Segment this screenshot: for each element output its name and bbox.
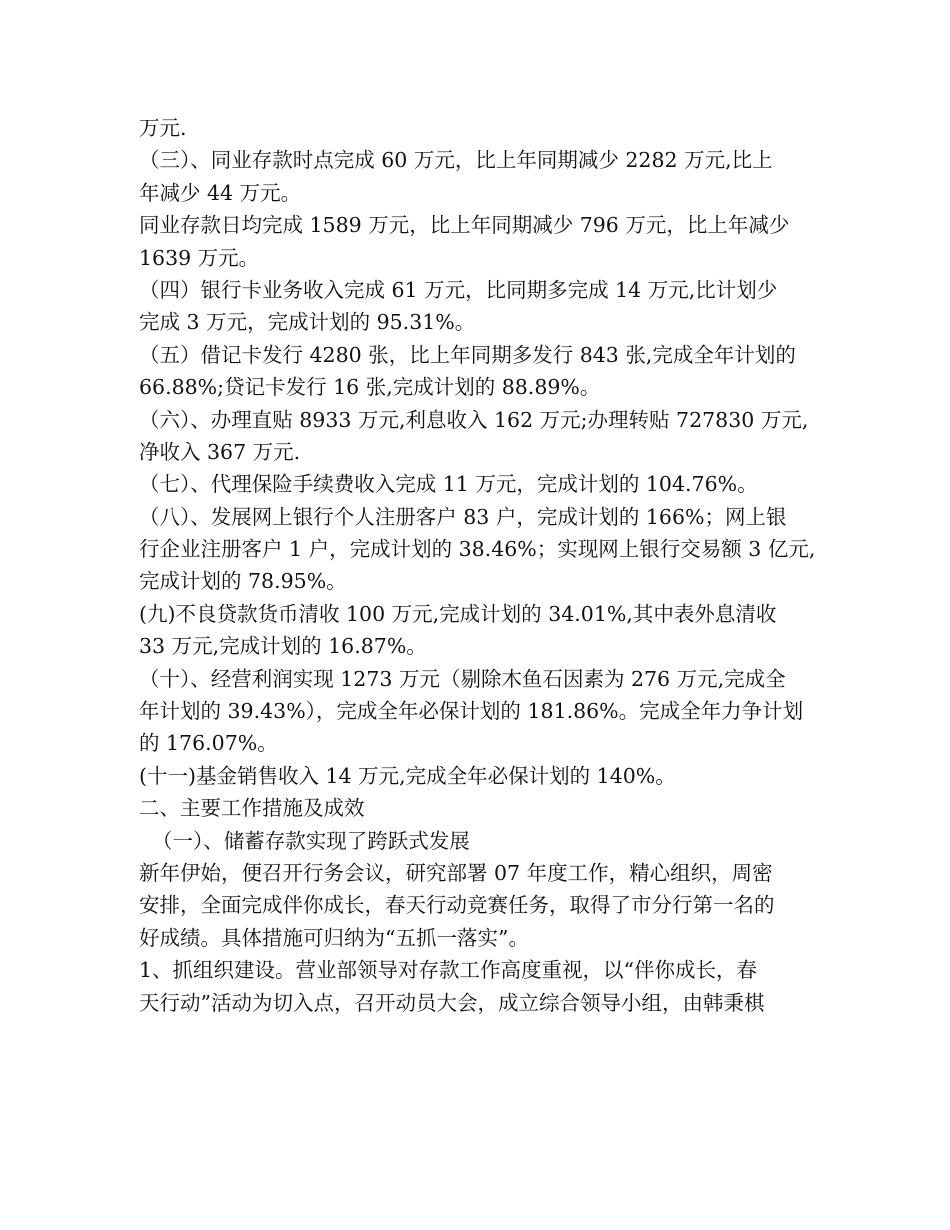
text-line: 的 176.07%。: [139, 731, 278, 756]
text-line: （十）、经营利润实现 1273 万元（剔除木鱼石因素为 276 万元,完成全: [139, 666, 786, 691]
subsection-heading: （一）、储蓄存款实现了跨跃式发展: [139, 828, 470, 853]
text-line: 年减少 44 万元。: [139, 180, 302, 205]
text-line: 33 万元,完成计划的 16.87%。: [139, 634, 427, 659]
text-line: 完成 3 万元，完成计划的 95.31%。: [139, 310, 476, 335]
text-line: （三）、同业存款时点完成 60 万元，比上年同期减少 2282 万元,比上: [139, 148, 773, 173]
text-line: （七）、代理保险手续费收入完成 11 万元，完成计划的 104.76%。: [139, 472, 758, 497]
text-line: （八）、发展网上银行个人注册客户 83 户，完成计划的 166%；网上银: [139, 504, 787, 529]
text-line: 新年伊始，便召开行务会议，研究部署 07 年度工作，精心组织，周密: [139, 860, 773, 885]
text-line: 万元.: [139, 116, 187, 140]
text-line: 安排，全面完成伴你成长，春天行动竞赛任务，取得了市分行第一名的: [139, 893, 775, 918]
text-line: 同业存款日均完成 1589 万元，比上年同期减少 796 万元，比上年减少: [139, 213, 790, 238]
text-line: （四）银行卡业务收入完成 61 万元，比同期多完成 14 万元,比计划少: [139, 277, 778, 302]
text-line: (十一)基金销售收入 14 万元,完成全年必保计划的 140%。: [139, 763, 676, 788]
text-line: （六）、办理直贴 8933 万元,利息收入 162 万元;办理转贴 727830 万元,: [139, 407, 809, 432]
document-body: [139, 112, 839, 1019]
text-line: 净收入 367 万元.: [139, 439, 301, 464]
text-line: 天行动”活动为切入点，召开动员大会，成立综合领导小组，由韩秉棋: [139, 990, 765, 1015]
text-line: 行企业注册客户 1 户，完成计划的 38.46%；实现网上银行交易额 3 亿元,: [139, 537, 816, 562]
text-line: 好成绩。具体措施可归纳为“五抓一落实”。: [139, 925, 529, 950]
text-line: 1639 万元。: [139, 245, 260, 270]
text-line: （五）借记卡发行 4280 张，比上年同期多发行 843 张,完成全年计划的: [139, 342, 796, 367]
text-line: 1、抓组织建设。营业部领导对存款工作高度重视，以“伴你成长，春: [139, 958, 758, 983]
text-line: 66.88%;贷记卡发行 16 张,完成计划的 88.89%。: [139, 375, 601, 400]
section-heading: 二、主要工作措施及成效: [139, 796, 365, 821]
text-line: (九)不良贷款货币清收 100 万元,完成计划的 34.01%,其中表外息清收: [139, 601, 777, 626]
text-line: 完成计划的 78.95%。: [139, 569, 347, 594]
text-line: 年计划的 39.43%），完成全年必保计划的 181.86%。完成全年力争计划: [139, 699, 804, 724]
